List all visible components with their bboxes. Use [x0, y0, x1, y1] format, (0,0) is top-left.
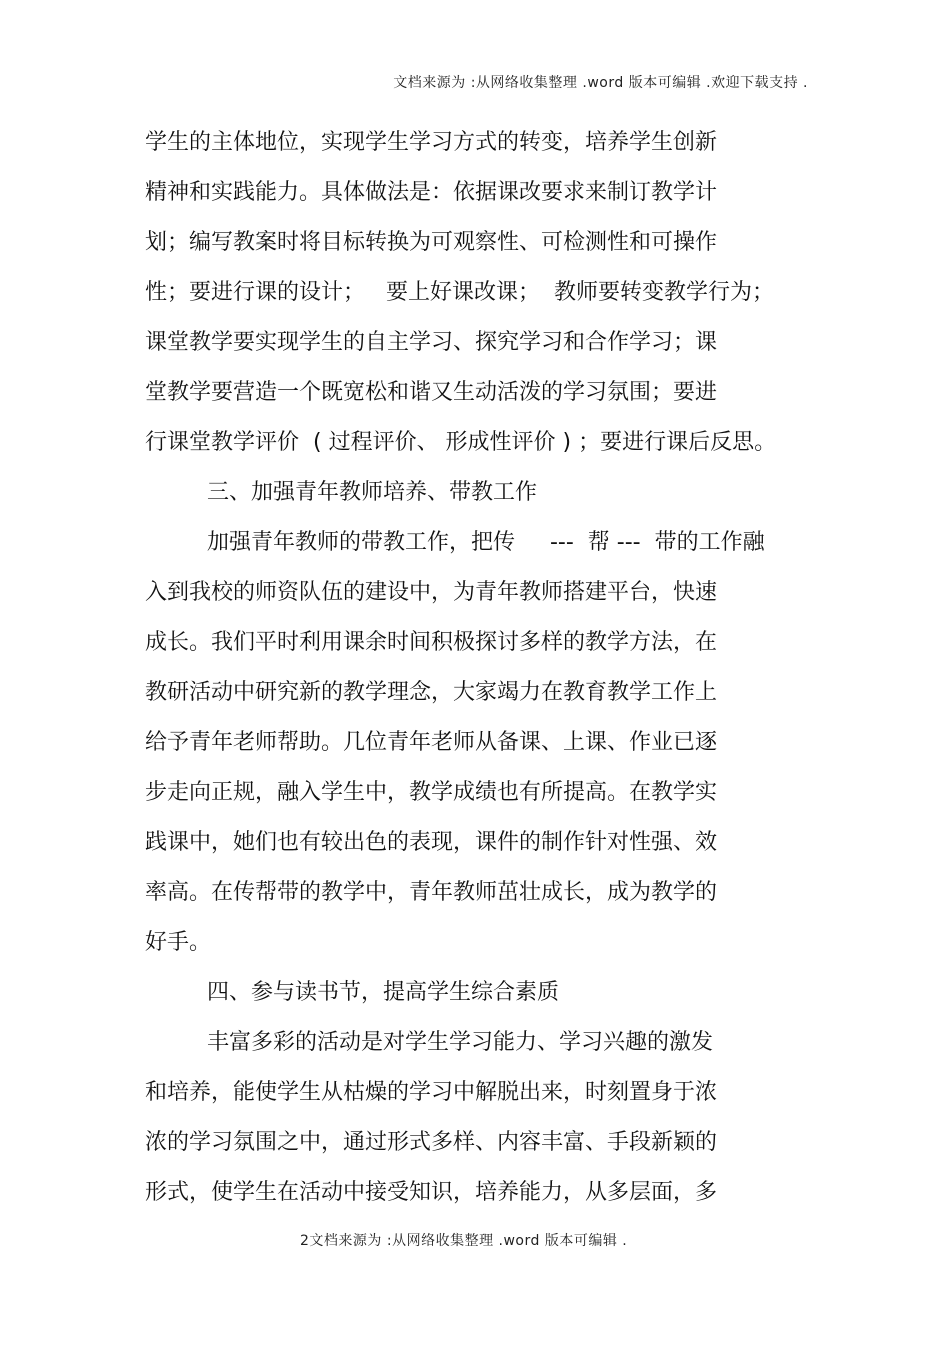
- text-line: 形式，使学生在活动中接受知识，培养能力，从多层面，多: [145, 1180, 718, 1205]
- text-line: 浓的学习氛围之中，通过形式多样、内容丰富、手段新颖的: [145, 1130, 718, 1155]
- text-line: 课堂教学要实现学生的自主学习、探究学习和合作学习；课: [145, 330, 718, 355]
- paragraph-start: 丰富多彩的活动是对学生学习能力、学习兴趣的激发: [207, 1030, 714, 1055]
- text-line: 行课堂教学评价 ( 过程评价、 形成性评价 ) ；要进行课后反思。: [145, 430, 777, 455]
- page-header: 文档来源为 :从网络收集整理 .word 版本可编辑 .欢迎下载支持 .: [393, 75, 808, 91]
- text-line: 堂教学要营造一个既宽松和谐又生动活泼的学习氛围；要进: [145, 380, 718, 405]
- section-heading-3: 三、加强青年教师培养、带教工作: [207, 480, 538, 505]
- text-line: 性；要进行课的设计； 要上好课改课； 教师要转变教学行为；: [145, 280, 774, 305]
- text-line: 好手。: [145, 930, 212, 955]
- text-line: 给予青年老师帮助。几位青年老师从备课、上课、作业已逐: [145, 730, 718, 755]
- text-line: 教研活动中研究新的教学理念，大家竭力在教育教学工作上: [145, 680, 718, 705]
- text-line: 践课中，她们也有较出色的表现，课件的制作针对性强、效: [145, 830, 718, 855]
- section-heading-4: 四、参与读书节，提高学生综合素质: [207, 980, 560, 1005]
- text-line: 和培养，能使学生从枯燥的学习中解脱出来，时刻置身于浓: [145, 1080, 718, 1105]
- text-line: 划；编写教案时将目标转换为可观察性、可检测性和可操作: [145, 230, 718, 255]
- text-line: 入到我校的师资队伍的建设中，为青年教师搭建平台，快速: [145, 580, 718, 605]
- text-line: 成长。我们平时利用课余时间积极探讨多样的教学方法，在: [145, 630, 718, 655]
- paragraph-start: 加强青年教师的带教工作，把传 --- 帮 --- 带的工作融: [207, 530, 765, 555]
- text-line: 学生的主体地位，实现学生学习方式的转变，培养学生创新: [145, 130, 718, 155]
- page-footer: 2文档来源为 :从网络收集整理 .word 版本可编辑 .: [300, 1233, 628, 1249]
- text-line: 精神和实践能力。具体做法是：依据课改要求来制订教学计: [145, 180, 718, 205]
- document-body: [145, 118, 805, 1218]
- text-line: 率高。在传帮带的教学中，青年教师茁壮成长，成为教学的: [145, 880, 718, 905]
- text-line: 步走向正规，融入学生中，教学成绩也有所提高。在教学实: [145, 780, 718, 805]
